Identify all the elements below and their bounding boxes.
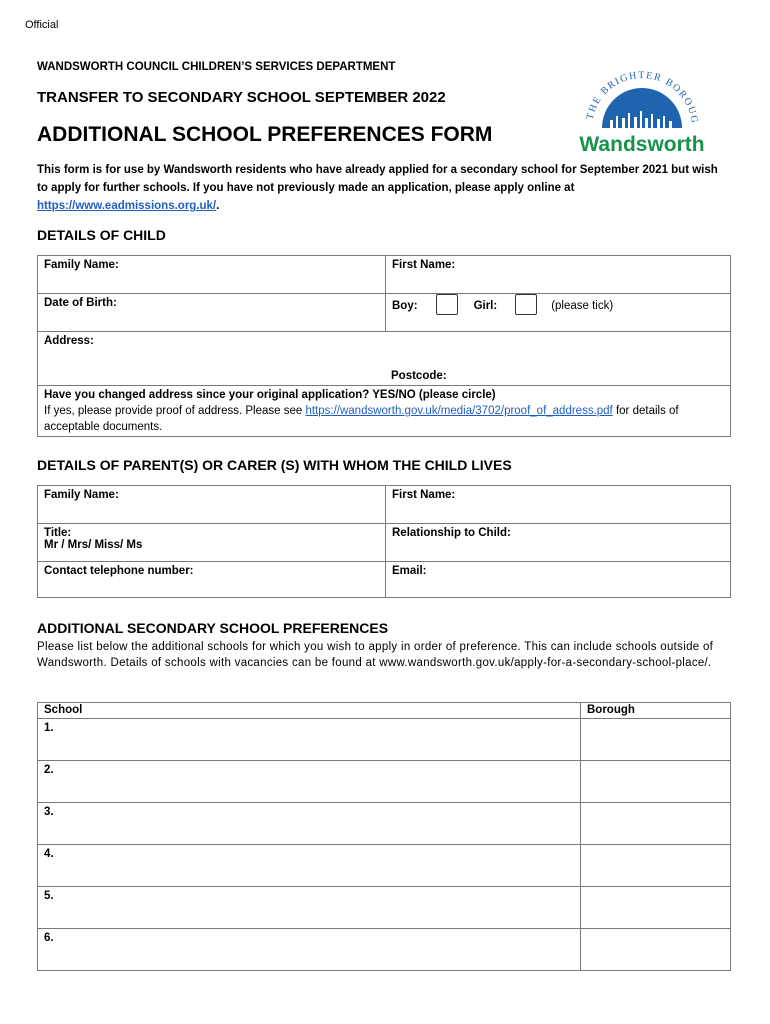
tick-note: (please tick) (551, 300, 614, 313)
preferences-intro: Please list below the additional schools for which you wish to apply in order of preference. This can include schools outside of Wandsworth. Details of schools with vacancies can be found at www.wandsworth.gov.uk/apply-for-a-secondary-school-place/. (37, 641, 714, 669)
classification-label: Official (25, 19, 59, 31)
child-section-heading: DETAILS OF CHILD (37, 227, 166, 243)
borough-field[interactable] (581, 887, 731, 929)
department-heading: WANDSWORTH COUNCIL CHILDREN’S SERVICES DEPARTMENT (37, 61, 396, 73)
title-options: Mr / Mrs/ Miss/ Ms (44, 539, 143, 551)
parent-family-name-field[interactable]: Family Name: (38, 486, 386, 524)
intro-paragraph: This form is for use by Wandsworth residents who have already applied for a secondary school for September 2021 but wish to apply for further schools. If you have not previously made an application, please apply online at https://www.eadmissions.org.uk/. (37, 164, 718, 212)
girl-checkbox[interactable] (515, 294, 537, 315)
address-change-cell (38, 386, 731, 437)
parent-section-heading: DETAILS OF PARENT(S) OR CARER (S) WITH WHOM THE CHILD LIVES (37, 457, 512, 473)
school-field[interactable]: 5. (38, 887, 581, 929)
child-details-table (37, 255, 731, 437)
logo-wordmark: Wandsworth (579, 133, 705, 156)
parent-title-field[interactable] (38, 524, 386, 562)
borough-field[interactable] (581, 803, 731, 845)
parent-details-table (37, 485, 731, 598)
child-gender-cell (386, 294, 731, 332)
eadmissions-link[interactable]: https://www.eadmissions.org.uk/ (37, 200, 217, 212)
school-field[interactable]: 1. (38, 719, 581, 761)
boy-label: Boy: (392, 300, 418, 313)
relationship-field[interactable]: Relationship to Child: (386, 524, 731, 562)
transfer-title: TRANSFER TO SECONDARY SCHOOL SEPTEMBER 2022 (37, 89, 446, 106)
parent-first-name-field[interactable]: First Name: (386, 486, 731, 524)
postcode-label: Postcode: (391, 370, 447, 382)
logo-arc-text: THE BRIGHTER BOROUG (584, 70, 700, 125)
school-field[interactable]: 3. (38, 803, 581, 845)
child-family-name-field[interactable]: Family Name: (38, 256, 386, 294)
child-first-name-field[interactable]: First Name: (386, 256, 731, 294)
address-changed-question: Have you changed address since your original application? YES/NO (please circle) (44, 389, 496, 401)
email-field[interactable]: Email: (386, 562, 731, 598)
address-label: Address: (44, 335, 94, 347)
borough-column-header: Borough (581, 703, 731, 719)
school-field[interactable]: 4. (38, 845, 581, 887)
borough-field[interactable] (581, 845, 731, 887)
school-field[interactable]: 6. (38, 929, 581, 971)
school-column-header: School (38, 703, 581, 719)
borough-field[interactable] (581, 761, 731, 803)
child-address-field[interactable] (38, 332, 731, 386)
logo-graphic (572, 66, 712, 158)
proof-of-address-link[interactable]: https://wandsworth.gov.uk/media/3702/proof_of_address.pdf (305, 405, 613, 417)
child-dob-field[interactable]: Date of Birth: (38, 294, 386, 332)
borough-field[interactable] (581, 719, 731, 761)
form-title: ADDITIONAL SCHOOL PREFERENCES FORM (37, 123, 493, 146)
boy-checkbox[interactable] (436, 294, 458, 315)
girl-label: Girl: (473, 300, 498, 313)
borough-field[interactable] (581, 929, 731, 971)
phone-field[interactable]: Contact telephone number: (38, 562, 386, 598)
wandsworth-logo (572, 66, 712, 158)
proof-of-address-text: If yes, please provide proof of address. Please see https://wandsworth.gov.uk/media/3702/proof_of_address.pdf for details of acceptable documents. (44, 405, 679, 433)
preferences-section-heading: ADDITIONAL SECONDARY SCHOOL PREFERENCES (37, 620, 389, 636)
school-preferences-table (37, 702, 731, 971)
school-field[interactable]: 2. (38, 761, 581, 803)
title-label: Title: (44, 527, 72, 539)
